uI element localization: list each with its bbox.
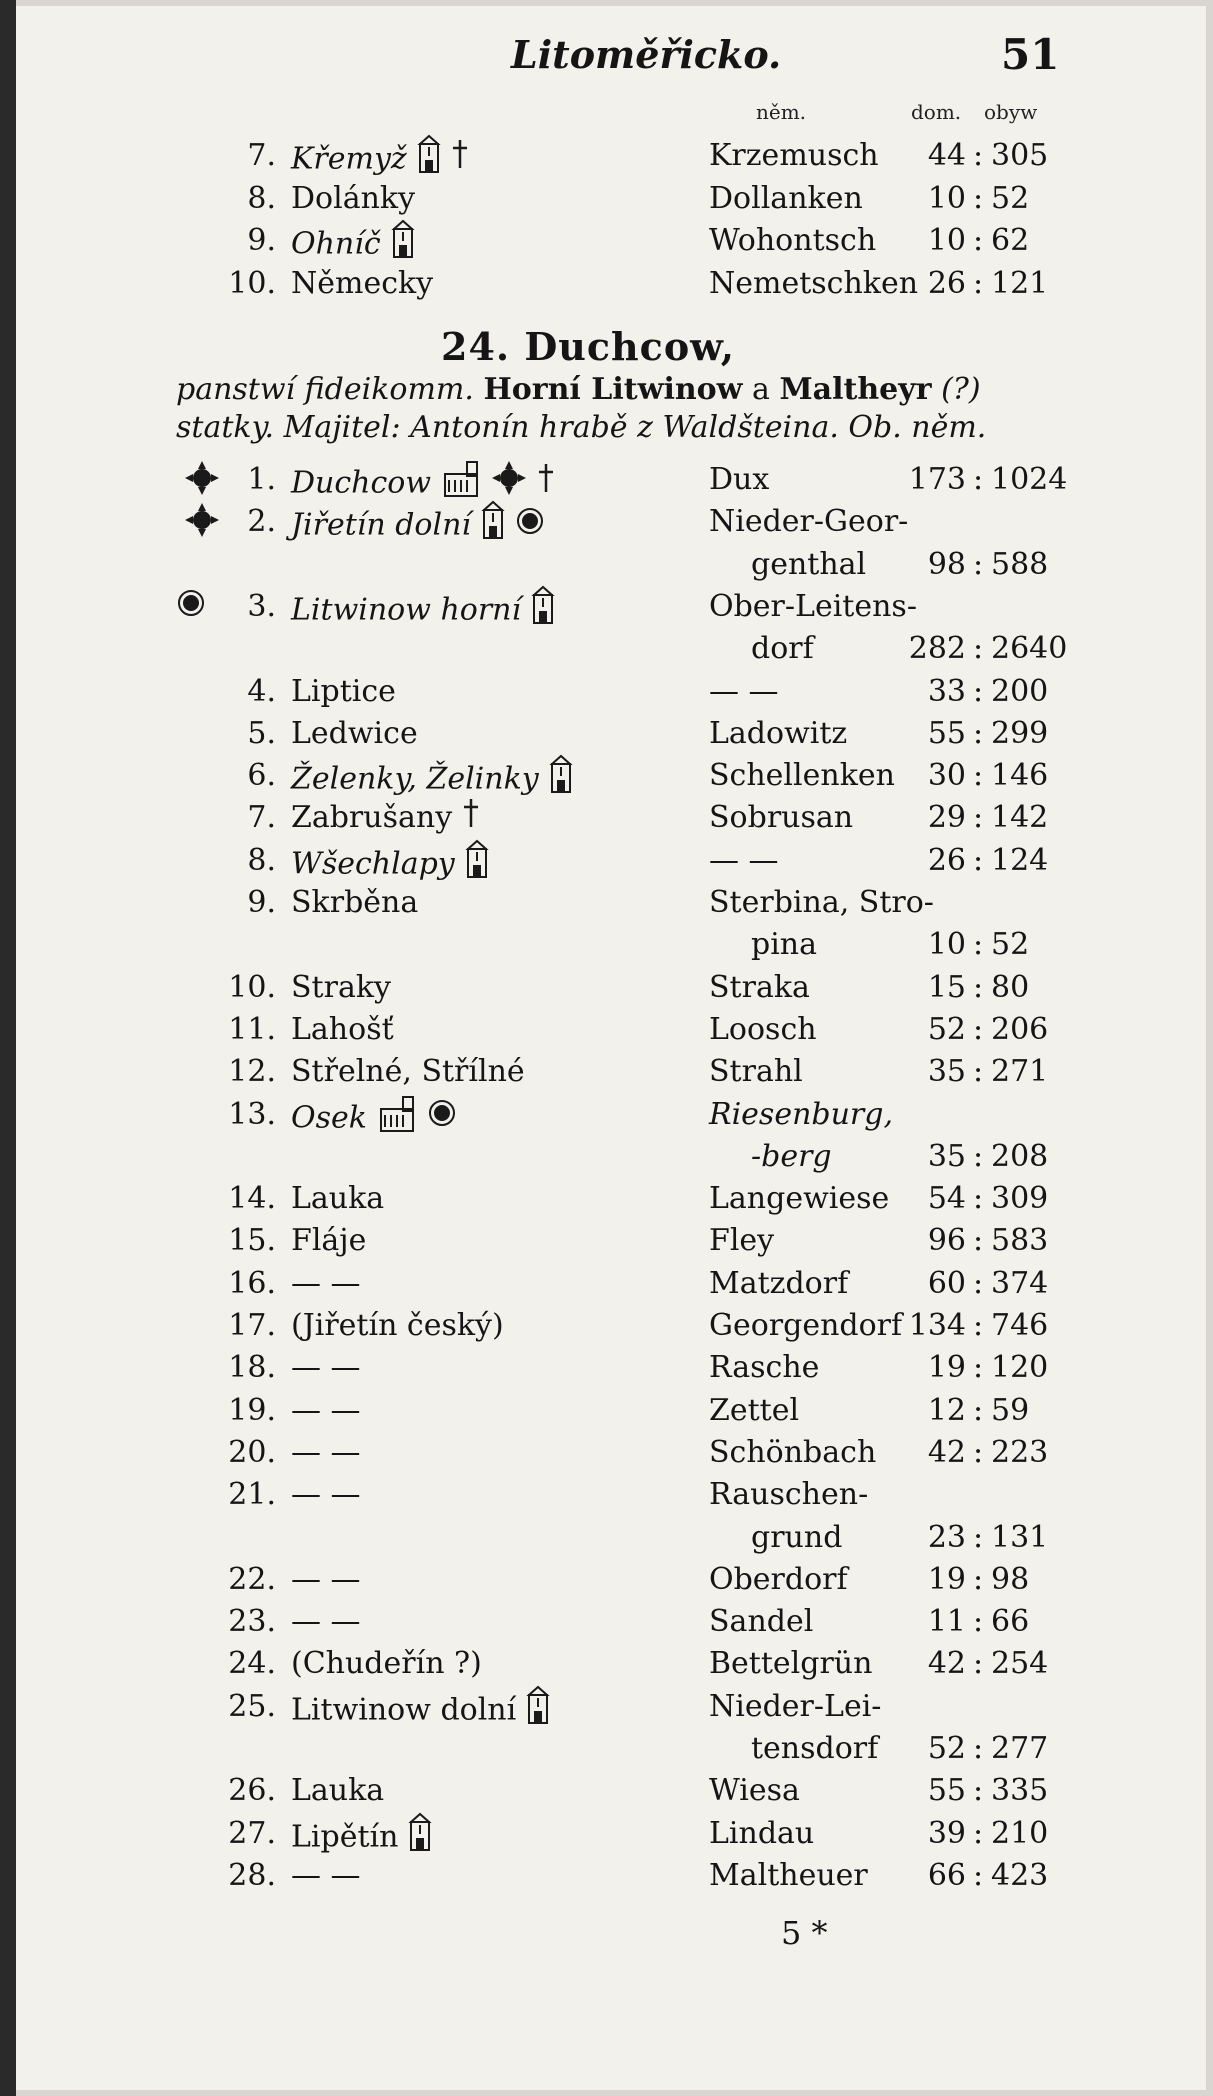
houses-count: 134 (908, 1308, 966, 1343)
czech-name-text: Litwinow dolní (291, 1692, 517, 1728)
colon-separator: : (972, 1223, 984, 1259)
table-row (16, 1304, 1206, 1348)
row-number: 6. (247, 758, 276, 794)
population-count: 305 (991, 138, 1049, 173)
colon-separator: : (972, 1773, 984, 1809)
czech-name-text: Ledwice (291, 715, 418, 751)
table-row (16, 1389, 1206, 1433)
row-number: 13. (228, 1096, 276, 1132)
czech-name-text: Lauka (291, 1773, 385, 1809)
czech-name-text: — — (291, 1392, 361, 1428)
colon-separator: : (972, 1604, 984, 1640)
czech-name (291, 1558, 361, 1602)
colon-separator: : (972, 1350, 984, 1386)
table-row (16, 458, 1206, 502)
page (16, 6, 1206, 2090)
row-number: 19. (228, 1392, 276, 1428)
population-count: 98 (991, 1561, 1030, 1597)
colon-separator: : (972, 1519, 984, 1555)
table-row (16, 923, 1206, 967)
table-row (16, 1093, 1206, 1137)
row-number: 5. (247, 715, 276, 751)
footer-signature: 5 * (781, 1914, 828, 1952)
czech-name-text: Křemyž (291, 141, 407, 177)
row-number: 27. (228, 1815, 276, 1851)
row-number: 16. (228, 1265, 276, 1301)
table-row (16, 1050, 1206, 1094)
table-row (16, 839, 1206, 883)
colon-separator: : (972, 1181, 984, 1217)
subtitle-question: (?) (941, 372, 981, 407)
row-number: 9. (247, 885, 276, 920)
row-number: 15. (228, 1223, 276, 1259)
table-row (16, 134, 1206, 178)
houses-count: 30 (927, 758, 966, 794)
czech-name-text: Osek (291, 1100, 367, 1135)
population-count: 423 (991, 1857, 1049, 1893)
czech-name (291, 1304, 504, 1348)
houses-count: 26 (927, 842, 966, 878)
row-number: 2. (247, 504, 276, 540)
german-name: Rasche (709, 1350, 820, 1386)
population-count: 254 (991, 1646, 1049, 1682)
german-name: Sterbina, Stro- (709, 885, 934, 920)
colon-separator: : (972, 1731, 984, 1766)
table-row (16, 1558, 1206, 1602)
population-count: 588 (991, 546, 1049, 582)
czech-name-text: — — (291, 1434, 361, 1470)
german-name: Dux (709, 462, 770, 497)
colon-separator: : (972, 138, 984, 173)
table-row (16, 881, 1206, 925)
table-row (16, 1346, 1206, 1390)
table-row (16, 1262, 1206, 1306)
population-count: 583 (991, 1223, 1049, 1259)
colon-separator: : (972, 1054, 984, 1090)
population-count: 271 (991, 1054, 1049, 1090)
houses-count: 282 (908, 631, 966, 667)
czech-name-text: Dolánky (291, 180, 416, 216)
colon-separator: : (972, 1857, 984, 1893)
czech-name-text: Německy (291, 265, 434, 301)
german-name: Rauschen- (709, 1477, 869, 1513)
row-number: 26. (228, 1773, 276, 1809)
subtitle-estate-type: panstwí fideikomm. (176, 372, 474, 407)
czech-name (291, 670, 396, 714)
czech-name (291, 1219, 366, 1263)
colon-separator: : (972, 715, 984, 751)
colon-separator: : (972, 927, 984, 963)
page-number: 51 (1001, 30, 1060, 79)
population-count: 121 (991, 265, 1049, 301)
houses-count: 55 (927, 1773, 966, 1809)
czech-name-text: — — (291, 1604, 361, 1640)
german-name: Oberdorf (709, 1561, 848, 1597)
houses-count: 35 (927, 1054, 966, 1090)
houses-count: 54 (927, 1181, 966, 1217)
houses-count: 42 (927, 1434, 966, 1470)
row-number: 23. (228, 1604, 276, 1640)
section-subtitle-line1 (176, 372, 981, 407)
row-number: 21. (228, 1477, 276, 1513)
colon-separator: : (972, 546, 984, 582)
czech-name-text: Lahošť (291, 1011, 394, 1047)
czech-name (291, 1431, 361, 1475)
german-name: — — (709, 673, 779, 709)
czech-name (291, 1642, 482, 1686)
population-count: 299 (991, 715, 1049, 751)
houses-count: 12 (927, 1392, 966, 1428)
german-name: Maltheuer (709, 1857, 868, 1893)
population-count: 59 (991, 1392, 1030, 1428)
houses-count: 98 (927, 546, 966, 582)
row-number: 8. (247, 842, 276, 878)
row-number: 8. (247, 180, 276, 216)
german-name: Nieder-Lei- (709, 1688, 882, 1724)
german-name: Krzemusch (709, 138, 879, 173)
czech-name-text: Wšechlapy (291, 846, 455, 882)
table-row (16, 1685, 1206, 1729)
czech-name (291, 796, 480, 842)
colon-separator: : (972, 1308, 984, 1343)
table-row (16, 1008, 1206, 1052)
houses-count: 35 (927, 1138, 966, 1174)
table-row (16, 219, 1206, 263)
population-count: 223 (991, 1434, 1049, 1470)
section-subtitle-line2: statky. Majitel: Antonín hrabě z Waldšteina. Ob. něm. (176, 410, 987, 445)
colon-separator: : (972, 1646, 984, 1682)
population-count: 142 (991, 800, 1049, 836)
houses-count: 42 (927, 1646, 966, 1682)
german-name: Schellenken (709, 758, 895, 794)
colon-separator: : (972, 223, 984, 258)
houses-count: 33 (927, 673, 966, 709)
table-row (16, 670, 1206, 714)
czech-name-text: Litwinow horní (291, 592, 522, 628)
row-number: 7. (247, 138, 276, 173)
column-head-houses: dom. (911, 100, 962, 124)
houses-count: 19 (927, 1350, 966, 1386)
czech-name (291, 966, 391, 1010)
german-name: dorf (751, 631, 814, 667)
table-row (16, 1177, 1206, 1221)
table-row (16, 1600, 1206, 1644)
houses-count: 15 (927, 969, 966, 1005)
cross-icon (462, 797, 480, 842)
row-number: 28. (228, 1857, 276, 1893)
czech-name-text: Lipětín (291, 1819, 399, 1855)
table-row (16, 1727, 1206, 1771)
page-header-title: Litoměřicko. (511, 32, 782, 77)
population-count: 200 (991, 673, 1049, 709)
row-number: 11. (228, 1011, 276, 1047)
czech-name-text: Straky (291, 969, 391, 1005)
houses-count: 173 (908, 462, 966, 497)
czech-name-text: Skrběna (291, 885, 419, 920)
row-number: 25. (228, 1688, 276, 1724)
houses-count: 44 (927, 138, 966, 173)
population-count: 146 (991, 758, 1049, 794)
colon-separator: : (972, 1265, 984, 1301)
table-row (16, 754, 1206, 798)
houses-count: 19 (927, 1561, 966, 1597)
colon-separator: : (972, 265, 984, 301)
czech-name-text: — — (291, 1857, 361, 1893)
czech-name-text: — — (291, 1561, 361, 1597)
row-number: 17. (228, 1308, 276, 1343)
german-name: Matzdorf (709, 1265, 849, 1301)
german-name: grund (751, 1519, 843, 1555)
houses-count: 10 (927, 223, 966, 258)
row-number: 3. (247, 588, 276, 624)
table-row (16, 262, 1206, 306)
czech-name (291, 1050, 525, 1094)
population-count: 208 (991, 1138, 1049, 1174)
houses-count: 52 (927, 1011, 966, 1047)
table-row (16, 966, 1206, 1010)
table-row (16, 1812, 1206, 1856)
german-name: Ladowitz (709, 715, 848, 751)
table-row (16, 712, 1206, 756)
population-count: 335 (991, 1773, 1049, 1809)
population-count: 210 (991, 1815, 1049, 1851)
houses-count: 39 (927, 1815, 966, 1851)
german-name: Wohontsch (709, 223, 877, 258)
czech-name-text: Lauka (291, 1181, 385, 1217)
czech-name-text: Fláje (291, 1223, 367, 1259)
table-row (16, 1219, 1206, 1263)
population-count: 62 (991, 223, 1030, 258)
row-number: 7. (247, 800, 276, 836)
czech-name (291, 1262, 361, 1306)
population-count: 52 (991, 180, 1030, 216)
german-name: -berg (751, 1138, 832, 1174)
german-name: Sandel (709, 1604, 814, 1640)
colon-separator: : (972, 1138, 984, 1174)
population-count: 1024 (991, 462, 1068, 497)
german-name: Fley (709, 1223, 775, 1259)
german-name: Riesenburg, (709, 1096, 894, 1132)
colon-separator: : (972, 673, 984, 709)
table-row (16, 1431, 1206, 1475)
german-name: Loosch (709, 1011, 817, 1047)
row-number: 10. (228, 265, 276, 301)
czech-name-text: (Chudeřín ?) (291, 1646, 482, 1682)
czech-name-text: Liptice (291, 673, 396, 709)
colon-separator: : (972, 462, 984, 497)
population-count: 52 (991, 927, 1030, 963)
table-row (16, 1854, 1206, 1898)
czech-name-text: — — (291, 1350, 361, 1386)
page-left-edge (0, 0, 16, 2096)
colon-separator: : (972, 1434, 984, 1470)
row-number: 4. (247, 673, 276, 709)
houses-count: 96 (927, 1223, 966, 1259)
colon-separator: : (972, 631, 984, 667)
row-number: 14. (228, 1181, 276, 1217)
colon-separator: : (972, 1561, 984, 1597)
subtitle-conjunction: a (752, 372, 770, 407)
colon-separator: : (972, 1815, 984, 1851)
table-row (16, 1769, 1206, 1813)
german-name: Dollanken (709, 180, 863, 216)
row-number: 18. (228, 1350, 276, 1386)
colon-separator: : (972, 758, 984, 794)
german-name: Wiesa (709, 1773, 800, 1809)
german-name: Lindau (709, 1815, 815, 1851)
czech-name (291, 881, 418, 925)
subtitle-estate-1: Horní Litwinow (483, 372, 743, 407)
czech-name-text: Duchcow (291, 465, 432, 501)
colon-separator: : (972, 800, 984, 836)
table-row (16, 543, 1206, 587)
czech-name (291, 712, 418, 756)
houses-count: 60 (927, 1265, 966, 1301)
colon-separator: : (972, 1392, 984, 1428)
houses-count: 10 (927, 180, 966, 216)
czech-name-text: Zabrušany (291, 800, 453, 836)
german-name: — — (709, 842, 779, 878)
parish-icon (176, 587, 206, 631)
row-number: 9. (247, 223, 276, 258)
population-count: 309 (991, 1181, 1049, 1217)
czech-name (291, 1177, 384, 1221)
table-row (16, 796, 1206, 840)
houses-count: 66 (927, 1857, 966, 1893)
czech-name (291, 1008, 394, 1052)
row-number: 10. (228, 969, 276, 1005)
german-name: Nemetschken (709, 265, 919, 301)
german-name: Bettelgrün (709, 1646, 873, 1682)
czech-name-text: — — (291, 1477, 361, 1513)
czech-name (291, 1769, 384, 1813)
czech-name (291, 1473, 361, 1517)
german-name: Straka (709, 969, 810, 1005)
population-count: 80 (991, 969, 1030, 1005)
row-number: 1. (247, 462, 276, 497)
czech-name (291, 262, 433, 306)
czech-name-text: Střelné, Střílné (291, 1054, 525, 1090)
german-name: Zettel (709, 1392, 800, 1428)
houses-count: 23 (927, 1519, 966, 1555)
czech-name (291, 1389, 361, 1433)
population-count: 66 (991, 1604, 1030, 1640)
subtitle-estate-2: Maltheyr (779, 372, 932, 407)
german-name: Langewiese (709, 1181, 890, 1217)
table-row (16, 177, 1206, 221)
houses-count: 26 (927, 265, 966, 301)
column-head-german: něm. (756, 100, 807, 124)
population-count: 2640 (991, 631, 1068, 667)
german-name: genthal (751, 546, 867, 582)
section-title: 24. Duchcow, (441, 324, 736, 369)
houses-count: 10 (927, 927, 966, 963)
czech-name-text: — — (291, 1265, 361, 1301)
houses-count: 55 (927, 715, 966, 751)
table-row (16, 500, 1206, 544)
german-name: Strahl (709, 1054, 803, 1090)
table-row (16, 1516, 1206, 1560)
colon-separator: : (972, 1011, 984, 1047)
german-name: Ober-Leitens- (709, 588, 917, 624)
colon-separator: : (972, 180, 984, 216)
column-head-population: obyw (984, 100, 1038, 124)
row-number: 12. (228, 1054, 276, 1090)
population-count: 374 (991, 1265, 1049, 1301)
population-count: 131 (991, 1519, 1049, 1555)
table-row (16, 1473, 1206, 1517)
table-row (16, 585, 1206, 629)
row-number: 24. (228, 1646, 276, 1682)
czech-name-text: Jiřetín dolní (291, 507, 471, 543)
german-name: Nieder-Geor- (709, 504, 909, 540)
row-number: 22. (228, 1561, 276, 1597)
houses-count: 52 (927, 1731, 966, 1766)
row-number: 20. (228, 1434, 276, 1470)
german-name: Sobrusan (709, 800, 854, 836)
czech-name (291, 1854, 361, 1898)
german-name: Schönbach (709, 1434, 877, 1470)
czech-name-text: (Jiřetín český) (291, 1308, 504, 1343)
population-count: 206 (991, 1011, 1049, 1047)
czech-name (291, 177, 415, 221)
population-count: 277 (991, 1731, 1049, 1766)
czech-name-text: Ohníč (291, 226, 381, 262)
czech-name (291, 1600, 361, 1644)
german-name: pina (751, 927, 818, 963)
colon-separator: : (972, 969, 984, 1005)
houses-count: 11 (927, 1604, 966, 1640)
german-name: Georgendorf (709, 1308, 903, 1343)
colon-separator: : (972, 842, 984, 878)
table-row (16, 627, 1206, 671)
german-name: tensdorf (751, 1731, 879, 1766)
houses-count: 29 (927, 800, 966, 836)
table-row (16, 1135, 1206, 1179)
czech-name (291, 1346, 361, 1390)
table-row (16, 1642, 1206, 1686)
population-count: 124 (991, 842, 1049, 878)
czech-name-text: Želenky, Želinky (291, 761, 539, 797)
population-count: 746 (991, 1308, 1049, 1343)
population-count: 120 (991, 1350, 1049, 1386)
